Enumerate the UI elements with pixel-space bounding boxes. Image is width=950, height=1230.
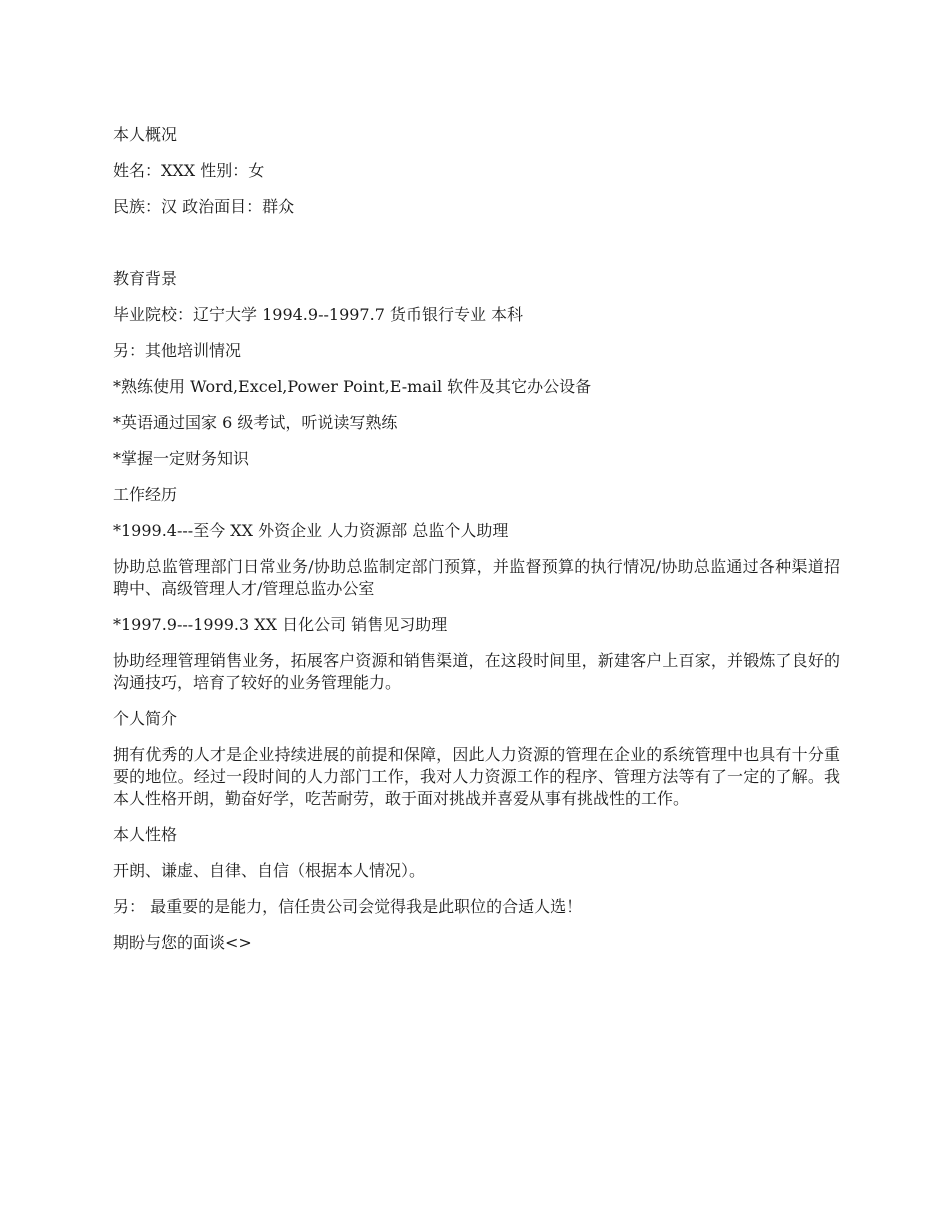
resume-document	[113, 124, 840, 968]
skill-item: *熟练使用 Word,Excel,Power Point,E-mail 软件及其它办公设备	[113, 377, 592, 396]
school-line: 毕业院校：辽宁大学 1994.9--1997.7 货币银行专业 本科	[113, 305, 524, 324]
closing-line: 期盼与您的面谈<>	[113, 933, 252, 952]
job-description: 协助经理管理销售业务，拓展客户资源和销售渠道，在这段时间里，新建客户上百家，并锻炼了良好的沟通技巧，培育了较好的业务管理能力。	[113, 651, 840, 692]
extra-note-line: 另： 最重要的是能力，信任贵公司会觉得我是此职位的合适人选！	[113, 897, 583, 916]
other-training-line: 另：其他培训情况	[113, 341, 242, 360]
section-heading-character: 本人性格	[113, 825, 178, 844]
job-title: *1997.9---1999.3 XX 日化公司 销售见习助理	[113, 615, 448, 634]
ethnic-political-line: 民族：汉 政治面目：群众	[113, 197, 295, 216]
section-heading-education: 教育背景	[113, 269, 178, 288]
job-description: 协助总监管理部门日常业务/协助总监制定部门预算，并监督预算的执行情况/协助总监通过各种渠道招聘中、高级管理人才/管理总监办公室	[113, 557, 840, 598]
name-gender-line: 姓名：XXX 性别：女	[113, 161, 265, 180]
job-title: *1999.4---至今 XX 外资企业 人力资源部 总监个人助理	[113, 521, 509, 540]
skill-item: *英语通过国家 6 级考试，听说读写熟练	[113, 413, 398, 432]
intro-paragraph: 拥有优秀的人才是企业持续进展的前提和保障，因此人力资源的管理在企业的系统管理中也具有十分重要的地位。经过一段时间的人力部门工作，我对人力资源工作的程序、管理方法等有了一定的了解。我本人性格开朗，勤奋好学，吃苦耐劳，敢于面对挑战并喜爱从事有挑战性的工作。	[113, 745, 840, 808]
character-line: 开朗、谦虚、自律、自信（根据本人情况）。	[113, 861, 426, 880]
blank-spacer	[113, 232, 840, 268]
skill-item: *掌握一定财务知识	[113, 449, 250, 468]
section-heading-intro: 个人简介	[113, 709, 178, 728]
section-heading-profile: 本人概况	[113, 125, 178, 144]
section-heading-work: 工作经历	[113, 485, 178, 504]
